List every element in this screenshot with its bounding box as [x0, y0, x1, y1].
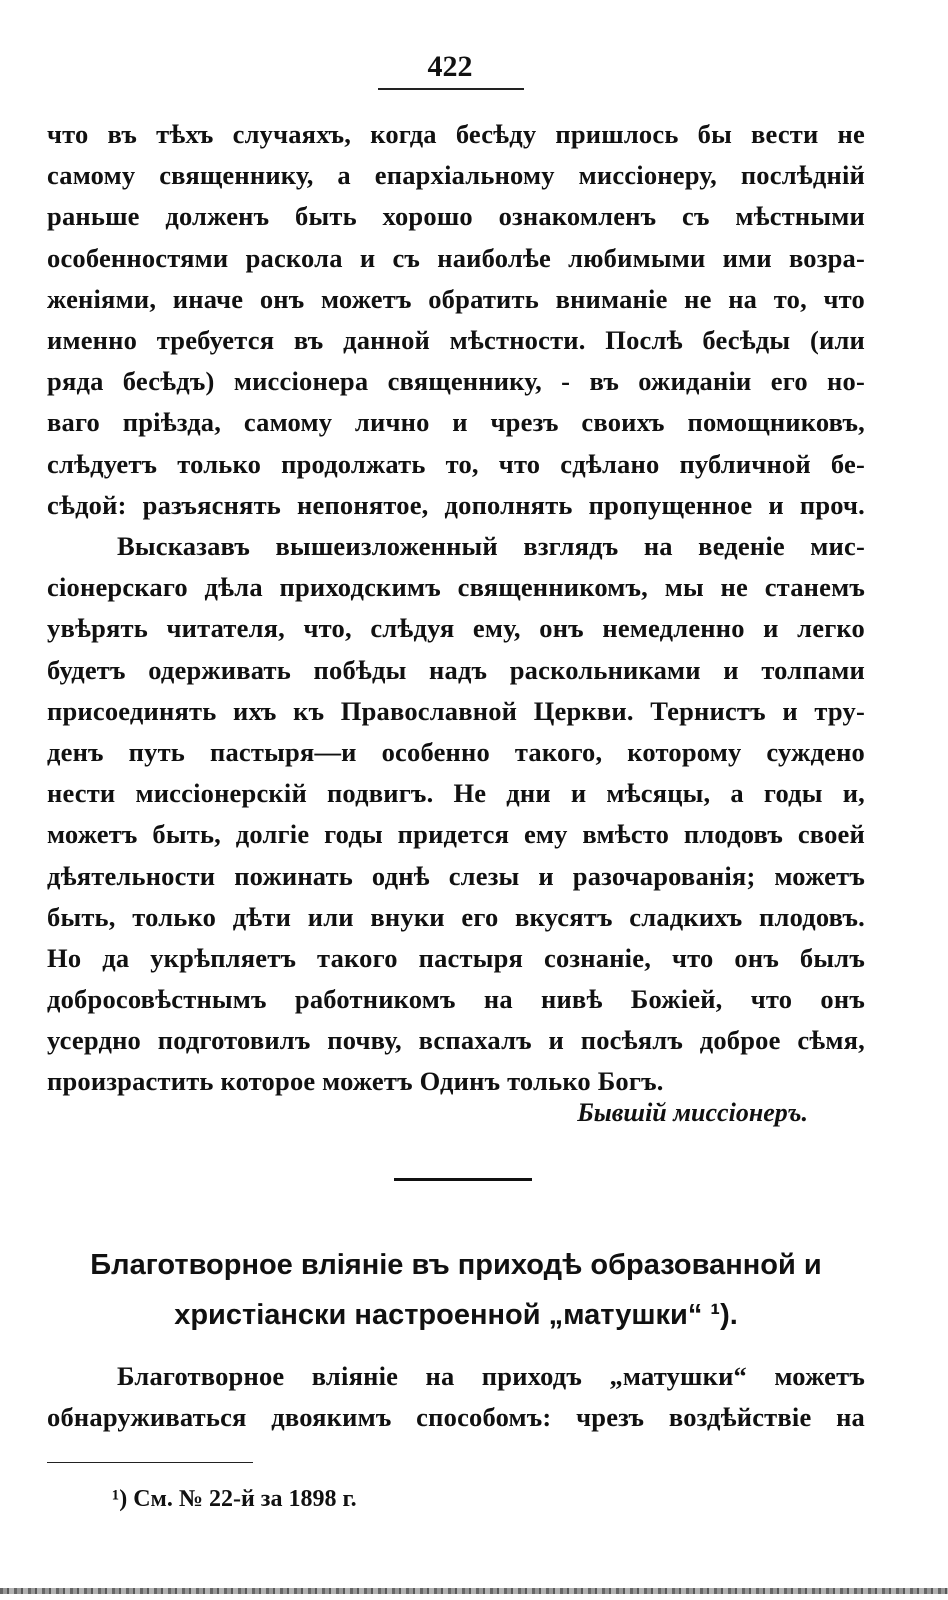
paragraph-2: [47, 526, 865, 1103]
text-line: обнаруживаться двоякимъ способомъ: чрезъ воздѣйствіе на: [47, 1402, 865, 1433]
text-line: нести миссіонерскій подвигъ. Не дни и мѣсяцы, а годы и,: [47, 778, 865, 809]
text-line: усердно подготовилъ почву, вспахалъ и посѣялъ доброе сѣмя,: [47, 1025, 865, 1056]
text-line: самому священнику, а епархіальному миссіонеру, послѣдній: [47, 160, 865, 191]
text-line: раньше долженъ быть хорошо ознакомленъ съ мѣстными: [47, 201, 865, 232]
text-line: именно требуется въ данной мѣстности. Послѣ бесѣды (или: [47, 324, 865, 355]
footnote-rule: [47, 1462, 253, 1463]
text-line: будетъ одерживать побѣды надъ раскольниками и толпами: [47, 654, 865, 685]
text-line: ваго пріѣзда, самому лично и чрезъ своихъ помощниковъ,: [47, 407, 865, 438]
text-line: что въ тѣхъ случаяхъ, когда бесѣду пришлось бы вести не: [47, 119, 865, 149]
text-line: добросовѣстнымъ работникомъ на нивѣ Божіей, что онъ: [47, 984, 865, 1015]
page-number-rule: [378, 88, 524, 90]
text-line: сіонерскаго дѣла приходскимъ священникомъ, мы не станемъ: [47, 572, 865, 603]
text-line: можетъ быть, долгіе годы придется ему вмѣсто плодовъ своей: [47, 819, 865, 850]
text-line: произрастить которое можетъ Одинъ только Богъ.: [47, 1066, 664, 1097]
footnote: ¹) См. № 22-й за 1898 г.: [112, 1486, 357, 1512]
page-bottom-edge: [0, 1588, 948, 1594]
paragraph-3: [47, 1356, 865, 1438]
text-line: дѣятельности пожинать однѣ слезы и разочарованія; можетъ: [47, 860, 865, 891]
section-heading: [40, 1240, 872, 1340]
text-line: Высказавъ вышеизложенный взглядъ на веденіе мис-: [117, 531, 865, 561]
text-line: сѣдой: разъяснять непонятое, дополнять пропущенное и проч.: [47, 489, 865, 520]
text-line: слѣдуетъ только продолжать то, что сдѣлано публичной бе-: [47, 448, 865, 479]
text-line: женіями, иначе онъ можетъ обратить вниманіе не на то, что: [47, 283, 865, 314]
heading-line: христіански настроенной „матушки“ ¹).: [174, 1299, 738, 1331]
text-line: Но да укрѣпляетъ такого пастыря сознаніе, что онъ былъ: [47, 942, 865, 973]
section-divider: [394, 1178, 532, 1181]
text-line: увѣрять читателя, что, слѣдуя ему, онъ немедленно и легко: [47, 613, 865, 644]
text-line: быть, только дѣти или внуки его вкусятъ сладкихъ плодовъ.: [47, 901, 865, 932]
paragraph-1: [47, 114, 865, 526]
page-number: 422: [427, 50, 473, 83]
text-line: денъ путь пастыря—и особенно такого, которому суждено: [47, 736, 865, 767]
text-line: Благотворное вліяніе на приходъ „матушки“ можетъ: [117, 1361, 865, 1391]
text-line: особенностями раскола и съ наиболѣе любимыми ими возра-: [47, 242, 865, 273]
signature: Бывшій миссіонеръ.: [577, 1098, 808, 1127]
text-line: ряда бесѣдъ) миссіонера священнику, - въ ожиданіи его но-: [47, 366, 865, 397]
heading-line: Благотворное вліяніе въ приходѣ образованной и: [90, 1249, 822, 1281]
text-line: присоединять ихъ къ Православной Церкви. Тернистъ и тру-: [47, 695, 865, 726]
